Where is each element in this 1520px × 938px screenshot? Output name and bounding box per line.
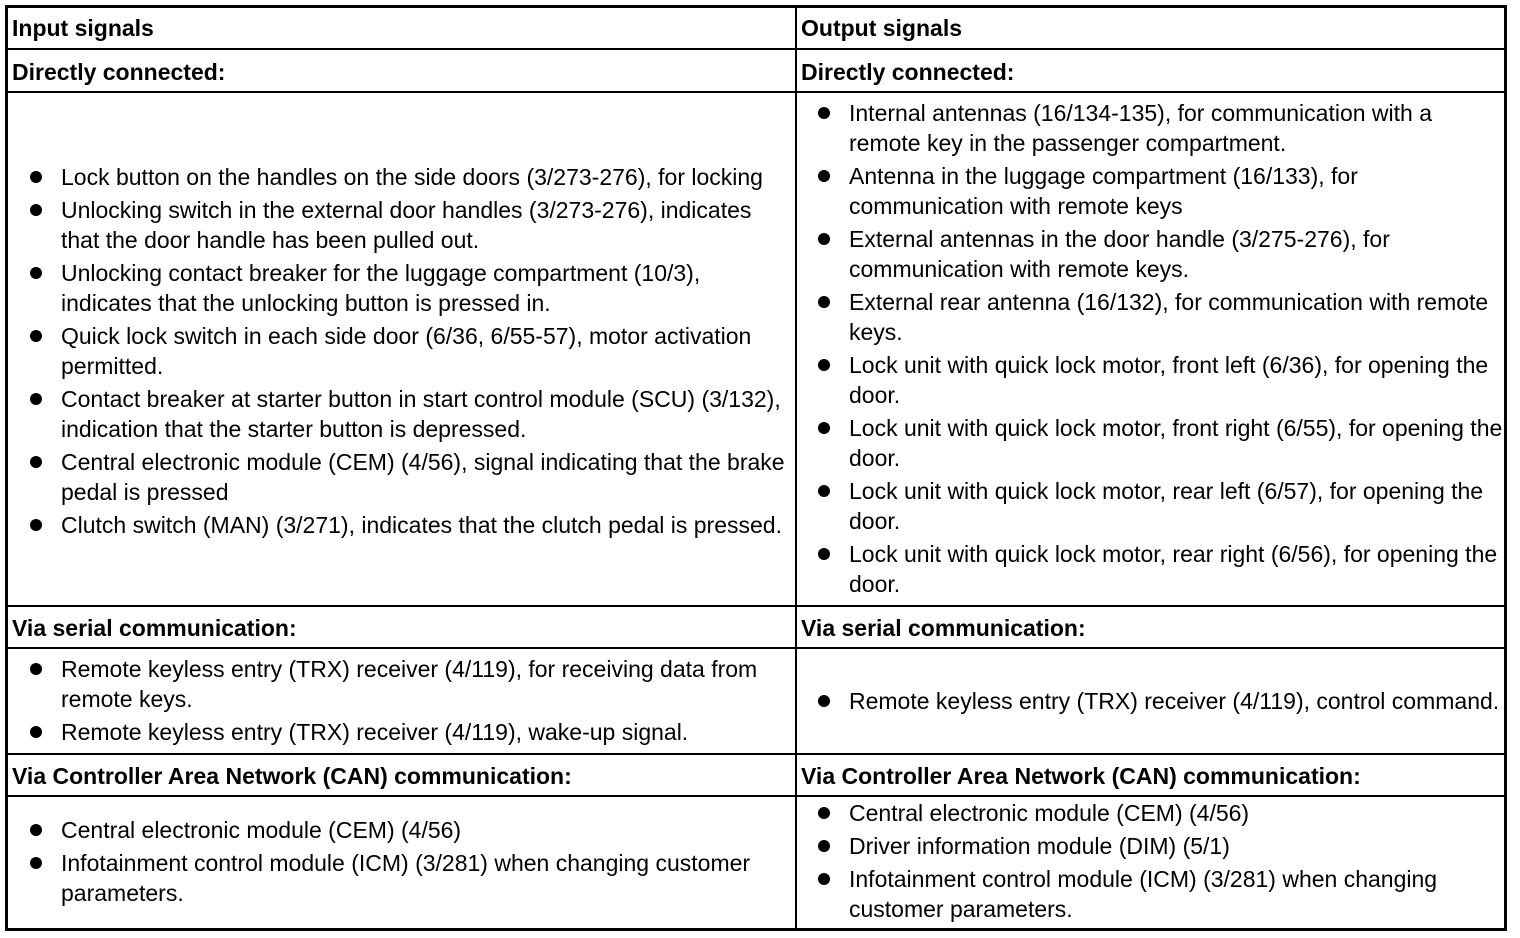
list-item: Lock unit with quick lock motor, rear right (6/56), for opening the door. bbox=[797, 539, 1504, 599]
input-direct-list bbox=[8, 162, 795, 543]
list-item: Contact breaker at starter button in start control module (SCU) (3/132), indication that the starter button is depressed. bbox=[8, 384, 795, 444]
list-item: Infotainment control module (ICM) (3/281) when changing customer parameters. bbox=[797, 864, 1504, 924]
signals-table bbox=[5, 5, 1507, 931]
input-serial-label: Via serial communication: bbox=[12, 615, 297, 641]
list-item: Lock unit with quick lock motor, rear left (6/57), for opening the door. bbox=[797, 476, 1504, 536]
list-item: Clutch switch (MAN) (3/271), indicates that the clutch pedal is pressed. bbox=[8, 510, 795, 540]
list-item: Internal antennas (16/134-135), for communication with a remote key in the passenger compartment. bbox=[797, 98, 1504, 158]
output-signals-heading: Output signals bbox=[801, 15, 962, 41]
list-item: External antennas in the door handle (3/275-276), for communication with remote keys. bbox=[797, 224, 1504, 284]
input-can-list bbox=[8, 815, 795, 911]
list-item: External rear antenna (16/132), for communication with remote keys. bbox=[797, 287, 1504, 347]
list-item: Lock unit with quick lock motor, front right (6/55), for opening the door. bbox=[797, 413, 1504, 473]
list-item: Remote keyless entry (TRX) receiver (4/119), for receiving data from remote keys. bbox=[8, 654, 795, 714]
input-direct-label: Directly connected: bbox=[12, 58, 226, 85]
list-item: Infotainment control module (ICM) (3/281) when changing customer parameters. bbox=[8, 848, 795, 908]
can-body-row bbox=[8, 795, 1504, 928]
list-item: Antenna in the luggage compartment (16/133), for communication with remote keys bbox=[797, 161, 1504, 221]
list-item: Unlocking contact breaker for the luggage compartment (10/3), indicates that the unlocking button is pressed in. bbox=[8, 258, 795, 318]
list-item: Driver information module (DIM) (5/1) bbox=[797, 831, 1504, 861]
direct-label-row bbox=[8, 48, 1504, 93]
list-item: Unlocking switch in the external door handles (3/273-276), indicates that the door handle has been pulled out. bbox=[8, 195, 795, 255]
list-item: Lock button on the handles on the side doors (3/273-276), for locking bbox=[8, 162, 795, 192]
serial-label-row bbox=[8, 605, 1504, 649]
serial-body-row bbox=[8, 647, 1504, 755]
output-can-label: Via Controller Area Network (CAN) communication: bbox=[801, 763, 1361, 789]
output-direct-list bbox=[797, 98, 1504, 602]
list-item: Remote keyless entry (TRX) receiver (4/119), wake-up signal. bbox=[8, 717, 795, 747]
output-serial-label: Via serial communication: bbox=[801, 615, 1086, 641]
output-serial-list bbox=[797, 686, 1504, 719]
list-item: Central electronic module (CEM) (4/56), signal indicating that the brake pedal is pressed bbox=[8, 447, 795, 507]
input-can-label: Via Controller Area Network (CAN) communication: bbox=[12, 763, 572, 789]
input-signals-heading: Input signals bbox=[12, 15, 154, 41]
list-item: Central electronic module (CEM) (4/56) bbox=[8, 815, 795, 845]
list-item: Central electronic module (CEM) (4/56) bbox=[797, 798, 1504, 828]
can-label-row bbox=[8, 753, 1504, 797]
direct-body-row bbox=[8, 91, 1504, 607]
list-item: Remote keyless entry (TRX) receiver (4/119), control command. bbox=[797, 686, 1504, 716]
output-can-list bbox=[797, 798, 1504, 927]
list-item: Lock unit with quick lock motor, front left (6/36), for opening the door. bbox=[797, 350, 1504, 410]
output-direct-label: Directly connected: bbox=[801, 58, 1015, 85]
input-serial-list bbox=[8, 654, 795, 750]
header-row bbox=[8, 8, 1504, 48]
list-item: Quick lock switch in each side door (6/36, 6/55-57), motor activation permitted. bbox=[8, 321, 795, 381]
